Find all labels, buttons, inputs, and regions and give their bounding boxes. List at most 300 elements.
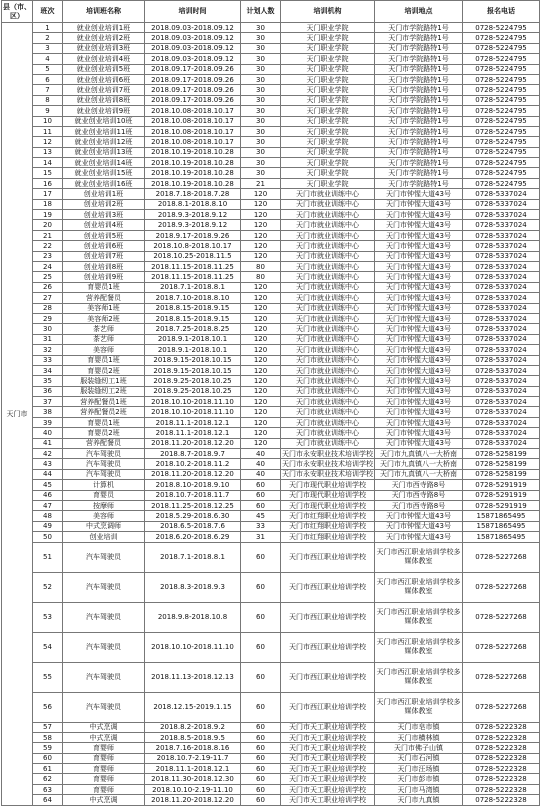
cell-phone: 0728-5224795 — [463, 116, 540, 126]
cell-class-no: 64 — [33, 795, 63, 805]
cell-planned: 120 — [241, 365, 281, 375]
cell-location: 天门市钟惺大道43号 — [375, 365, 463, 375]
cell-class-name: 创业培训2班 — [63, 199, 145, 209]
table-row — [2, 345, 540, 355]
cell-location: 天门市钟惺大道43号 — [375, 407, 463, 417]
cell-phone: 0728-5337024 — [463, 376, 540, 386]
cell-planned: 60 — [241, 480, 281, 490]
cell-phone: 0728-5224795 — [463, 95, 540, 105]
cell-location: 天门市学院路特1号 — [375, 168, 463, 178]
cell-phone: 0728-5222328 — [463, 732, 540, 742]
cell-planned: 60 — [241, 732, 281, 742]
cell-time: 2018.10.10-2018.11.10 — [145, 397, 241, 407]
cell-class-name: 美容师1班 — [63, 303, 145, 313]
cell-planned: 120 — [241, 199, 281, 209]
cell-planned: 120 — [241, 438, 281, 448]
cell-class-no: 62 — [33, 774, 63, 784]
cell-class-no: 43 — [33, 459, 63, 469]
cell-planned: 120 — [241, 189, 281, 199]
cell-phone: 0728-5337024 — [463, 313, 540, 323]
cell-institution: 天门市就业训练中心 — [281, 251, 375, 261]
cell-phone: 15871865495 — [463, 532, 540, 542]
cell-class-name: 美容师 — [63, 511, 145, 521]
cell-class-no: 33 — [33, 355, 63, 365]
cell-planned: 45 — [241, 511, 281, 521]
cell-class-no: 46 — [33, 490, 63, 500]
cell-class-name: 汽车驾驶员 — [63, 469, 145, 479]
cell-planned: 60 — [241, 500, 281, 510]
cell-class-no: 59 — [33, 743, 63, 753]
cell-phone: 0728-5337024 — [463, 345, 540, 355]
cell-phone: 0728-5222328 — [463, 753, 540, 763]
cell-location: 天门市西江职业培训学校多媒体教室 — [375, 542, 463, 572]
cell-time: 2018.10.25-2018.11.5 — [145, 251, 241, 261]
cell-class-no: 42 — [33, 449, 63, 459]
cell-location: 天门市西江职业培训学校多媒体教室 — [375, 572, 463, 602]
cell-planned: 120 — [241, 428, 281, 438]
cell-class-name: 育婴员2班 — [63, 365, 145, 375]
cell-class-name: 育婴员1班 — [63, 417, 145, 427]
table-row — [2, 480, 540, 490]
cell-phone: 0728-5291919 — [463, 500, 540, 510]
cell-phone: 0728-5258199 — [463, 449, 540, 459]
cell-institution: 天门市红翔职业培训学校 — [281, 532, 375, 542]
cell-class-name: 汽车驾驶员 — [63, 692, 145, 722]
cell-planned: 33 — [241, 521, 281, 531]
table-row — [2, 795, 540, 805]
cell-class-no: 1 — [33, 23, 63, 33]
table-row — [2, 251, 540, 261]
cell-class-name: 就业创业培训16班 — [63, 178, 145, 188]
table-row — [2, 158, 540, 168]
table-row — [2, 106, 540, 116]
cell-time: 2018.9.1-2018.10.1 — [145, 345, 241, 355]
cell-phone: 0728-5337024 — [463, 293, 540, 303]
cell-planned: 30 — [241, 74, 281, 84]
cell-phone: 0728-5224795 — [463, 126, 540, 136]
cell-class-no: 25 — [33, 272, 63, 282]
cell-institution: 天门市就业训练中心 — [281, 230, 375, 240]
cell-phone: 0728-5337024 — [463, 230, 540, 240]
cell-class-no: 11 — [33, 126, 63, 136]
cell-class-name: 服装缝纫工2班 — [63, 386, 145, 396]
cell-institution: 天门市就业训练中心 — [281, 199, 375, 209]
cell-time: 2018.6.5-2018.7.6 — [145, 521, 241, 531]
cell-location: 天门市钟惺大道43号 — [375, 511, 463, 521]
table-row — [2, 692, 540, 722]
cell-phone: 0728-5337024 — [463, 386, 540, 396]
cell-class-no: 23 — [33, 251, 63, 261]
cell-class-no: 45 — [33, 480, 63, 490]
cell-planned: 60 — [241, 774, 281, 784]
cell-class-name: 美容师 — [63, 345, 145, 355]
cell-phone: 0728-5337024 — [463, 189, 540, 199]
cell-class-no: 54 — [33, 632, 63, 662]
cell-class-no: 39 — [33, 417, 63, 427]
cell-class-name: 育婴员1班 — [63, 282, 145, 292]
cell-planned: 120 — [241, 345, 281, 355]
cell-phone: 0728-5337024 — [463, 303, 540, 313]
cell-class-no: 51 — [33, 542, 63, 572]
cell-class-name: 中式烹调 — [63, 722, 145, 732]
cell-class-no: 53 — [33, 602, 63, 632]
table-row — [2, 376, 540, 386]
cell-location: 天门市西寺路8号 — [375, 480, 463, 490]
cell-class-name: 创业培训9班 — [63, 272, 145, 282]
cell-phone: 0728-5337024 — [463, 365, 540, 375]
cell-location: 天门市钟惺大道43号 — [375, 428, 463, 438]
cell-institution: 天门市就业训练中心 — [281, 355, 375, 365]
cell-time: 2018.8.15-2018.9.15 — [145, 303, 241, 313]
cell-time: 2018.09.17-2018.09.26 — [145, 95, 241, 105]
cell-location: 天门市钟惺大道43号 — [375, 386, 463, 396]
cell-class-no: 21 — [33, 230, 63, 240]
table-row — [2, 241, 540, 251]
cell-class-name: 创业培训7班 — [63, 251, 145, 261]
cell-time: 2018.9.15-2018.10.15 — [145, 355, 241, 365]
cell-institution: 天门职业学院 — [281, 137, 375, 147]
table-row — [2, 743, 540, 753]
cell-institution: 天门职业学院 — [281, 147, 375, 157]
cell-class-no: 34 — [33, 365, 63, 375]
cell-time: 2018.9.8-2018.10.8 — [145, 602, 241, 632]
cell-class-name: 茶艺师 — [63, 324, 145, 334]
table-row — [2, 54, 540, 64]
table-row — [2, 324, 540, 334]
cell-class-no: 17 — [33, 189, 63, 199]
cell-institution: 天门职业学院 — [281, 74, 375, 84]
cell-class-name: 汽车驾驶员 — [63, 459, 145, 469]
cell-location: 天门市汪场镇 — [375, 764, 463, 774]
cell-planned: 30 — [241, 85, 281, 95]
table-row — [2, 137, 540, 147]
cell-class-name: 创业培训5班 — [63, 230, 145, 240]
cell-time: 2018.11.15-2018.11.25 — [145, 261, 241, 271]
cell-planned: 60 — [241, 795, 281, 805]
table-row — [2, 178, 540, 188]
cell-phone: 0728-5222328 — [463, 764, 540, 774]
cell-class-name: 汽车驾驶员 — [63, 662, 145, 692]
cell-class-no: 57 — [33, 722, 63, 732]
cell-class-no: 6 — [33, 74, 63, 84]
cell-class-no: 56 — [33, 692, 63, 722]
cell-phone: 0728-5222328 — [463, 795, 540, 805]
cell-location: 天门市钟惺大道43号 — [375, 313, 463, 323]
cell-location: 天门市学院路特1号 — [375, 147, 463, 157]
cell-location: 天门市钟惺大道43号 — [375, 334, 463, 344]
cell-location: 天门市钟惺大道43号 — [375, 376, 463, 386]
cell-location: 天门市学院路特1号 — [375, 178, 463, 188]
cell-class-no: 31 — [33, 334, 63, 344]
cell-class-name: 就业创业培训10班 — [63, 116, 145, 126]
cell-time: 2018.8.3-2018.9.3 — [145, 572, 241, 602]
cell-class-name: 就业创业培训2班 — [63, 33, 145, 43]
cell-class-no: 61 — [33, 764, 63, 774]
cell-institution: 天门市就业训练中心 — [281, 313, 375, 323]
cell-institution: 天门市就业训练中心 — [281, 324, 375, 334]
cell-class-no: 60 — [33, 753, 63, 763]
cell-time: 2018.8.7-2018.9.7 — [145, 449, 241, 459]
cell-location: 天门市学院路特1号 — [375, 23, 463, 33]
cell-institution: 天门市就业训练中心 — [281, 438, 375, 448]
cell-class-no: 41 — [33, 438, 63, 448]
cell-class-name: 中式烹调 — [63, 795, 145, 805]
cell-phone: 0728-5222328 — [463, 743, 540, 753]
cell-location: 天门市九真镇八一大桥南 — [375, 469, 463, 479]
cell-class-name: 创业培训8班 — [63, 261, 145, 271]
cell-institution: 天门市就业训练中心 — [281, 210, 375, 220]
cell-class-name: 就业创业培训5班 — [63, 64, 145, 74]
cell-class-no: 9 — [33, 106, 63, 116]
cell-time: 2018.09.03-2018.09.12 — [145, 33, 241, 43]
cell-institution: 天门职业学院 — [281, 126, 375, 136]
cell-planned: 120 — [241, 407, 281, 417]
cell-phone: 0728-5224795 — [463, 54, 540, 64]
cell-phone: 0728-5337024 — [463, 220, 540, 230]
cell-class-no: 24 — [33, 261, 63, 271]
cell-class-name: 创业培训 — [63, 532, 145, 542]
cell-planned: 30 — [241, 106, 281, 116]
cell-institution: 天门职业学院 — [281, 116, 375, 126]
table-row — [2, 662, 540, 692]
cell-planned: 120 — [241, 251, 281, 261]
cell-location: 天门市学院路特1号 — [375, 137, 463, 147]
cell-institution: 天门市现代职业培训学校 — [281, 480, 375, 490]
cell-planned: 120 — [241, 386, 281, 396]
cell-location: 天门市九真镇八一大桥南 — [375, 449, 463, 459]
cell-phone: 0728-5222328 — [463, 774, 540, 784]
cell-phone: 0728-5224795 — [463, 158, 540, 168]
cell-location: 天门市钟惺大道43号 — [375, 293, 463, 303]
table-row — [2, 189, 540, 199]
cell-time: 2018.11.20-2018.12.20 — [145, 469, 241, 479]
cell-location: 天门市西江职业培训学校多媒体教室 — [375, 692, 463, 722]
cell-institution: 天门市天工职业培训学校 — [281, 764, 375, 774]
cell-planned: 80 — [241, 272, 281, 282]
table-row — [2, 230, 540, 240]
cell-time: 2018.10.7-2018.11.7 — [145, 490, 241, 500]
table-row — [2, 732, 540, 742]
cell-phone: 0728-5224795 — [463, 33, 540, 43]
cell-institution: 天门职业学院 — [281, 64, 375, 74]
cell-class-no: 19 — [33, 210, 63, 220]
cell-planned: 60 — [241, 602, 281, 632]
table-row — [2, 272, 540, 282]
cell-phone: 0728-5337024 — [463, 324, 540, 334]
cell-institution: 天门市天工职业培训学校 — [281, 753, 375, 763]
table-row — [2, 293, 540, 303]
cell-class-name: 营养配餐员 — [63, 293, 145, 303]
cell-class-name: 创业培训3班 — [63, 210, 145, 220]
header-class-name: 培训班名称 — [63, 1, 145, 23]
table-row — [2, 74, 540, 84]
cell-institution: 天门市就业训练中心 — [281, 220, 375, 230]
cell-planned: 60 — [241, 784, 281, 794]
cell-class-name: 就业创业培训11班 — [63, 126, 145, 136]
cell-location: 天门市钟惺大道43号 — [375, 241, 463, 251]
cell-time: 2018.11.30-2018.12.30 — [145, 774, 241, 784]
cell-class-no: 58 — [33, 732, 63, 742]
cell-time: 2018.10.08-2018.10.17 — [145, 137, 241, 147]
cell-class-no: 14 — [33, 158, 63, 168]
cell-planned: 120 — [241, 417, 281, 427]
cell-phone: 0728-5224795 — [463, 137, 540, 147]
cell-time: 2018.8.15-2018.9.15 — [145, 313, 241, 323]
cell-planned: 120 — [241, 355, 281, 365]
cell-location: 天门市西江职业培训学校多媒体教室 — [375, 632, 463, 662]
cell-planned: 60 — [241, 572, 281, 602]
cell-class-name: 服装缝纫工1班 — [63, 376, 145, 386]
cell-time: 2018.10.19-2018.10.28 — [145, 178, 241, 188]
cell-class-no: 27 — [33, 293, 63, 303]
cell-time: 2018.10.08-2018.10.17 — [145, 116, 241, 126]
table-row — [2, 397, 540, 407]
cell-class-no: 18 — [33, 199, 63, 209]
cell-class-no: 48 — [33, 511, 63, 521]
cell-institution: 天门市就业训练中心 — [281, 272, 375, 282]
cell-planned: 120 — [241, 293, 281, 303]
cell-time: 2018.7.16-2018.8.16 — [145, 743, 241, 753]
table-row — [2, 753, 540, 763]
cell-time: 2018.11.15-2018.11.25 — [145, 272, 241, 282]
cell-time: 2018.9.25-2018.10.25 — [145, 386, 241, 396]
cell-institution: 天门职业学院 — [281, 178, 375, 188]
cell-time: 2018.10.7-2.19-11.7 — [145, 753, 241, 763]
cell-planned: 120 — [241, 376, 281, 386]
cell-institution: 天门职业学院 — [281, 95, 375, 105]
cell-institution: 天门市西江职业培训学校 — [281, 572, 375, 602]
cell-location: 天门市学院路特1号 — [375, 74, 463, 84]
cell-time: 2018.9.15-2018.10.15 — [145, 365, 241, 375]
cell-institution: 天门市西江职业培训学校 — [281, 692, 375, 722]
header-institution: 培训机构 — [281, 1, 375, 23]
cell-phone: 0728-5224795 — [463, 147, 540, 157]
cell-institution: 天门市就业训练中心 — [281, 386, 375, 396]
cell-time: 2018.11.1-2018.12.1 — [145, 764, 241, 774]
cell-class-name: 汽车驾驶员 — [63, 602, 145, 632]
cell-institution: 天门市就业训练中心 — [281, 261, 375, 271]
cell-class-name: 美容师2班 — [63, 313, 145, 323]
cell-phone: 0728-5337024 — [463, 282, 540, 292]
cell-class-name: 就业创业培训1班 — [63, 23, 145, 33]
cell-location: 天门市学院路特1号 — [375, 85, 463, 95]
table-row — [2, 95, 540, 105]
cell-planned: 40 — [241, 449, 281, 459]
cell-class-name: 创业培训6班 — [63, 241, 145, 251]
cell-institution: 天门市西江职业培训学校 — [281, 602, 375, 632]
cell-institution: 天门市就业训练中心 — [281, 417, 375, 427]
cell-institution: 天门市就业训练中心 — [281, 293, 375, 303]
cell-time: 2018.10.8-2018.10.17 — [145, 241, 241, 251]
table-row — [2, 490, 540, 500]
cell-planned: 120 — [241, 324, 281, 334]
cell-class-name: 就业创业培训7班 — [63, 85, 145, 95]
cell-time: 2018.11.13-2018.12.13 — [145, 662, 241, 692]
cell-planned: 30 — [241, 95, 281, 105]
cell-institution: 天门职业学院 — [281, 168, 375, 178]
cell-location: 天门市钟惺大道43号 — [375, 251, 463, 261]
cell-phone: 0728-5227268 — [463, 572, 540, 602]
cell-location: 天门市钟惺大道43号 — [375, 199, 463, 209]
cell-institution: 天门市现代职业培训学校 — [281, 490, 375, 500]
cell-institution: 天门市就业训练中心 — [281, 189, 375, 199]
cell-planned: 80 — [241, 261, 281, 271]
cell-class-name: 就业创业培训13班 — [63, 147, 145, 157]
cell-class-no: 13 — [33, 147, 63, 157]
table-row — [2, 116, 540, 126]
header-phone: 报名电话 — [463, 1, 540, 23]
cell-location: 天门市学院路特1号 — [375, 126, 463, 136]
cell-time: 2018.11.1-2018.12.1 — [145, 417, 241, 427]
cell-class-no: 2 — [33, 33, 63, 43]
table-row — [2, 220, 540, 230]
cell-location: 天门市钟惺大道43号 — [375, 532, 463, 542]
cell-planned: 21 — [241, 178, 281, 188]
cell-phone: 0728-5337024 — [463, 397, 540, 407]
cell-location: 天门市学院路特1号 — [375, 158, 463, 168]
cell-phone: 0728-5337024 — [463, 407, 540, 417]
cell-class-name: 育婴员1班 — [63, 355, 145, 365]
cell-planned: 120 — [241, 397, 281, 407]
table-row — [2, 168, 540, 178]
table-row — [2, 572, 540, 602]
cell-phone: 0728-5224795 — [463, 178, 540, 188]
cell-class-name: 计算机 — [63, 480, 145, 490]
table-row — [2, 199, 540, 209]
cell-location: 天门市西寺路8号 — [375, 500, 463, 510]
cell-phone: 0728-5227268 — [463, 542, 540, 572]
table-row — [2, 407, 540, 417]
cell-time: 2018.8.1-2018.8.10 — [145, 199, 241, 209]
cell-phone: 0728-5227268 — [463, 602, 540, 632]
cell-planned: 30 — [241, 168, 281, 178]
cell-planned: 60 — [241, 722, 281, 732]
cell-planned: 60 — [241, 632, 281, 662]
cell-location: 天门市彭市镇 — [375, 774, 463, 784]
cell-location: 天门市钟惺大道43号 — [375, 324, 463, 334]
cell-phone: 0728-5337024 — [463, 428, 540, 438]
cell-class-name: 汽车驾驶员 — [63, 632, 145, 662]
cell-institution: 天门市天工职业培训学校 — [281, 784, 375, 794]
cell-phone: 0728-5337024 — [463, 199, 540, 209]
cell-planned: 120 — [241, 230, 281, 240]
cell-phone: 0728-5337024 — [463, 334, 540, 344]
table-row — [2, 784, 540, 794]
cell-time: 2018.10.10-2018.11.10 — [145, 632, 241, 662]
cell-phone: 15871865495 — [463, 511, 540, 521]
cell-location: 天门市学院路特1号 — [375, 116, 463, 126]
cell-time: 2018.11.1-2018.12.1 — [145, 428, 241, 438]
cell-phone: 0728-5224795 — [463, 43, 540, 53]
cell-planned: 120 — [241, 241, 281, 251]
table-row — [2, 210, 540, 220]
header-time: 培训时间 — [145, 1, 241, 23]
cell-class-name: 茶艺师 — [63, 334, 145, 344]
cell-location: 天门市钟惺大道43号 — [375, 417, 463, 427]
cell-phone: 0728-5337024 — [463, 438, 540, 448]
cell-institution: 天门市红翔职业培训学校 — [281, 511, 375, 521]
cell-planned: 30 — [241, 116, 281, 126]
cell-phone: 0728-5224795 — [463, 64, 540, 74]
cell-location: 天门市钟惺大道43号 — [375, 303, 463, 313]
cell-class-no: 55 — [33, 662, 63, 692]
cell-institution: 天门市西江职业培训学校 — [281, 632, 375, 662]
cell-location: 天门市学院路特1号 — [375, 43, 463, 53]
cell-institution: 天门市就业训练中心 — [281, 345, 375, 355]
table-row — [2, 355, 540, 365]
cell-location: 天门市横林镇 — [375, 732, 463, 742]
cell-institution: 天门市就业训练中心 — [281, 282, 375, 292]
